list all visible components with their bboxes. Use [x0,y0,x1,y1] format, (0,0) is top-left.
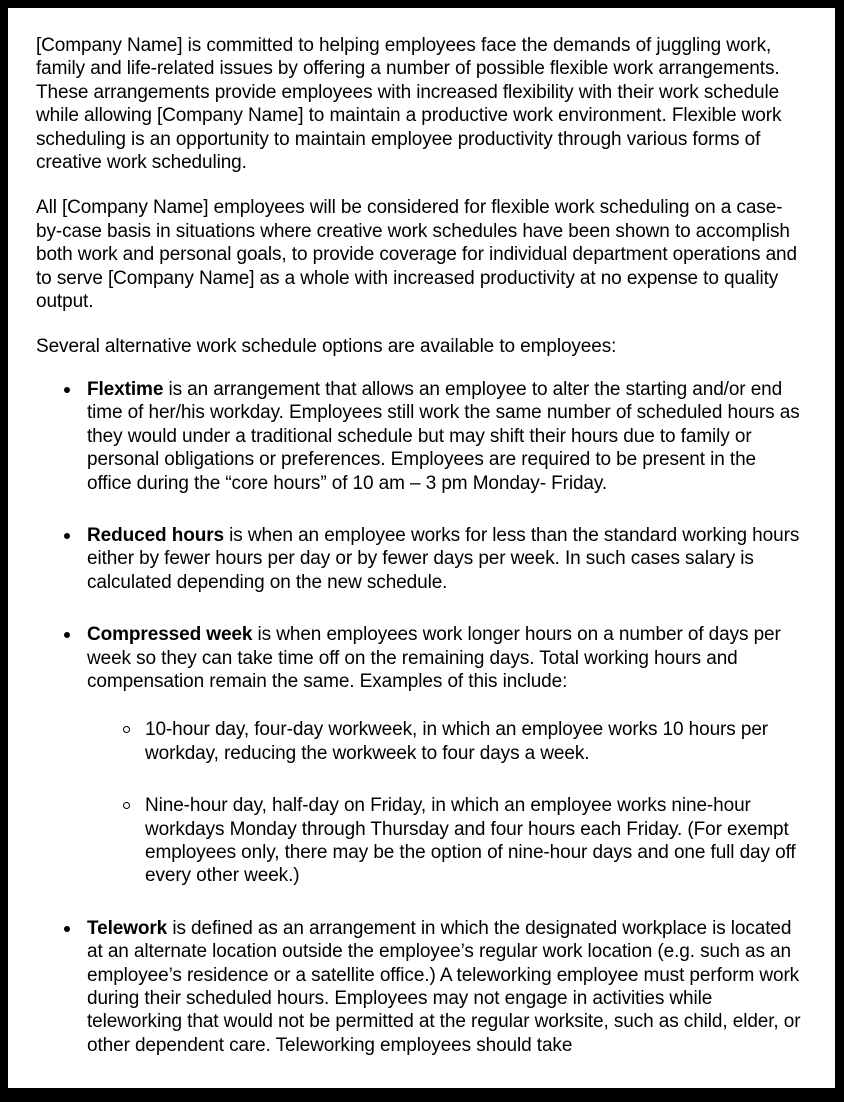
list-item-term: Flextime [87,378,164,400]
disc-bullet-icon [64,632,70,638]
circle-bullet-icon [123,802,130,809]
disc-bullet-icon [64,533,70,539]
list-item-term: Telework [87,917,168,939]
list-item-text: is when an employee works for less than the standard working hours either by fewer hours per day or by fewer days per week. In such cases salary is calculated depending on the new schedule. [87,524,800,593]
list-item-flextime [36,378,803,495]
disc-bullet-icon [64,387,70,393]
paragraph-eligibility: All [Company Name] employees will be considered for flexible work scheduling on a case-by-case basis in situations where creative work schedules have been shown to accomplish both work and personal goals, to provide coverage for individual department operations and to serve [Company Name] as a whole with increased productivity at no expense to quality output. [36,197,797,313]
list-item-term: Compressed week [87,624,253,646]
list-item-text: is defined as an arrangement in which the designated workplace is located at an alternate location outside the employee’s regular work location (e.g. such as an employee’s residence or a satellite office.) A teleworking employee must perform work during their scheduled hours. Employees may not engage in activities while teleworking that would not be permitted at the regular worksite, such as child, elder, or other dependent care. Teleworking employees should take [87,917,801,1056]
list-item-reduced-hours [36,524,803,594]
list-item-telework [36,917,803,1057]
work-schedule-options-list [36,378,803,1057]
list-item-compressed-week [36,623,803,888]
list-item-nine-hour-day [87,794,803,888]
sub-list-item-text: Nine-hour day, half-day on Friday, in which an employee works nine-hour workdays Monday through Thursday and four hours each Friday. (For exempt employees only, there may be the option of nine-hour days and one full day off every other week.) [145,795,796,887]
paragraph-list-lead-in: Several alternative work schedule options are available to employees: [36,336,617,358]
disc-bullet-icon [64,926,70,932]
document-body [36,34,803,1057]
sub-list-item-text: 10-hour day, four-day workweek, in which an employee works 10 hours per workday, reducing the workweek to four days a week. [145,719,769,764]
policy-document-page [8,8,835,1088]
paragraph-intro: [Company Name] is committed to helping employees face the demands of juggling work, family and life-related issues by offering a number of possible flexible work arrangements. These arrangements provide employees with increased flexibility with their work schedule while allowing [Company Name] to maintain a productive work environment. Flexible work scheduling is an opportunity to maintain employee productivity through various forms of creative work scheduling. [36,35,782,174]
list-item-text: is an arrangement that allows an employee to alter the starting and/or end time of her/his workday. Employees still work the same number of scheduled hours as they would under a traditional schedule but may shift their hours due to family or personal obligations or preferences. Employees are required to be present in the office during the “core hours” of 10 am – 3 pm Monday- Friday. [87,378,800,494]
list-item-ten-hour-day [87,718,803,765]
list-item-text: is when employees work longer hours on a number of days per week so they can take time off on the remaining days. Total working hours and compensation remain the same. Examples of this include: [87,624,781,692]
list-item-term: Reduced hours [87,524,224,546]
compressed-week-examples-list [87,718,803,887]
circle-bullet-icon [123,726,130,733]
